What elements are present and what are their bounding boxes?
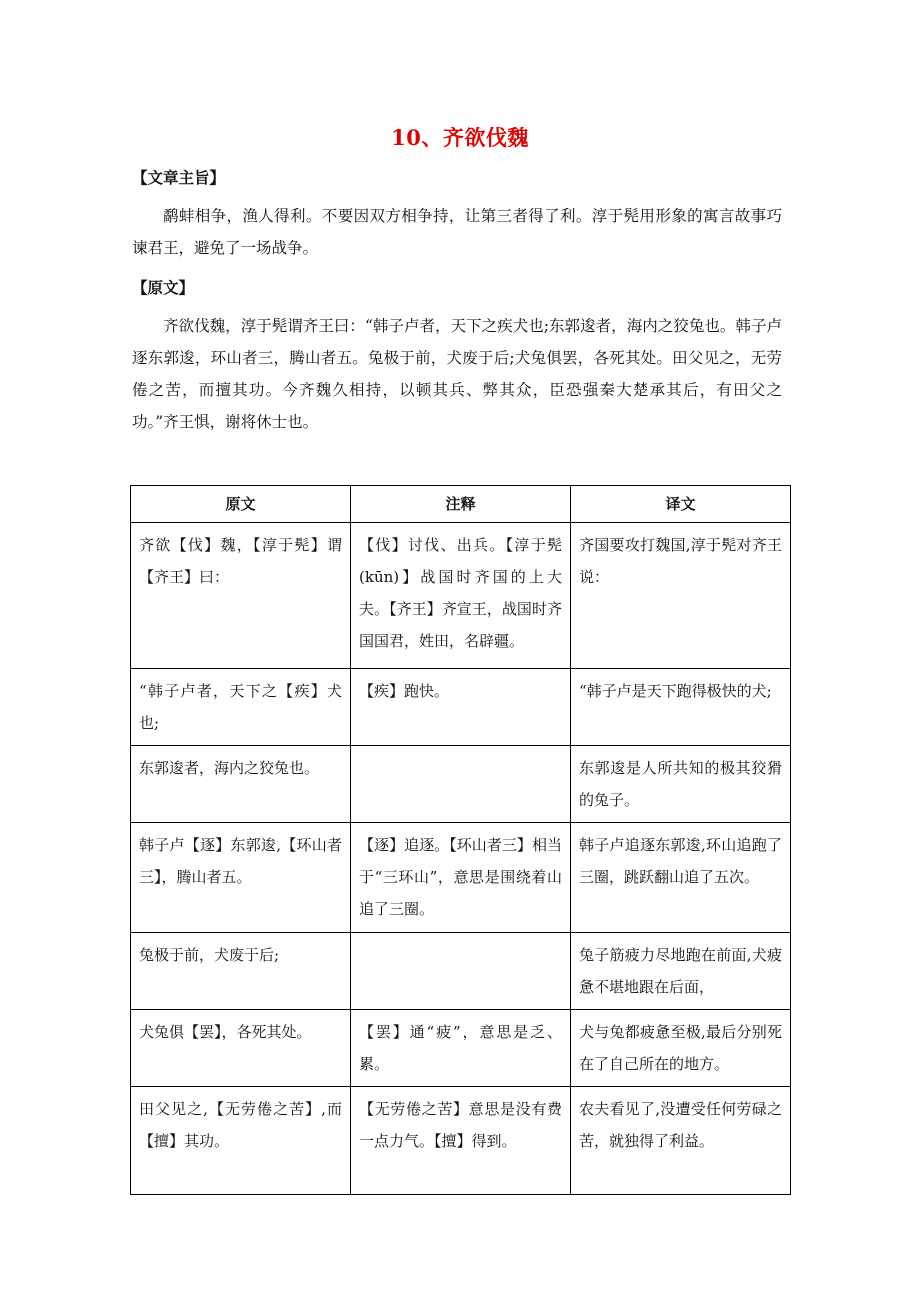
header-original: 原文: [131, 486, 351, 523]
cell-translation: 东郭逡是人所共知的极其狡猾的兔子。: [571, 746, 791, 823]
cell-notes: 【疾】跑快。: [351, 669, 571, 746]
cell-translation: 齐国要攻打魏国,淳于髡对齐王说：: [571, 523, 791, 669]
cell-original: 韩子卢【逐】东郭逡,【环山者三】，腾山者五。: [131, 823, 351, 933]
cell-original: 兔极于前，犬废于后;: [131, 933, 351, 1010]
table-row: [131, 669, 791, 746]
original-paragraph: 齐欲伐魏，淳于髡谓齐王曰：“韩子卢者，天下之疾犬也;东郭逡者，海内之狡兔也。韩子卢逐东郭逡，环山者三，腾山者五。兔极于前，犬废于后;犬兔俱罢，各死其处。田父见之，无劳倦之苦，而擅其功。今齐魏久相持，以顿其兵、弊其众，臣恐强秦大楚承其后，有田父之功。”齐王惧，谢将休士也。: [132, 317, 782, 431]
page-title: 10、齐欲伐魏: [391, 125, 529, 150]
table-row: [131, 933, 791, 1010]
cell-original: “韩子卢者，天下之【疾】犬也;: [131, 669, 351, 746]
table-row: [131, 1010, 791, 1087]
cell-notes: 【罢】通“疲”，意思是乏、累。: [351, 1010, 571, 1087]
table-header-row: [131, 486, 791, 523]
cell-notes: [351, 933, 571, 1010]
table-row: [131, 1087, 791, 1195]
cell-translation: 兔子筋疲力尽地跑在前面,犬疲惫不堪地跟在后面，: [571, 933, 791, 1010]
cell-translation: 农夫看见了,没遭受任何劳碌之苦，就独得了利益。: [571, 1087, 791, 1195]
header-notes: 注释: [351, 486, 571, 523]
translation-table: [130, 485, 791, 1195]
cell-notes: 【无劳倦之苦】意思是没有费一点力气。【擅】得到。: [351, 1087, 571, 1195]
header-translation: 译文: [571, 486, 791, 523]
cell-notes: 【逐】追逐。【环山者三】相当于“三环山”，意思是围绕着山追了三圈。: [351, 823, 571, 933]
table-row: [131, 523, 791, 669]
theme-heading: 【文章主旨】: [132, 168, 226, 187]
cell-translation: 韩子卢追逐东郭逡,环山追跑了三圈，跳跃翻山追了五次。: [571, 823, 791, 933]
cell-notes: [351, 746, 571, 823]
cell-original: 犬兔俱【罢】，各死其处。: [131, 1010, 351, 1087]
cell-original: 田父见之,【无劳倦之苦】,而【擅】其功。: [131, 1087, 351, 1195]
table-row: [131, 823, 791, 933]
table-row: [131, 746, 791, 823]
cell-notes: 【伐】讨伐、出兵。【淳于髡(kūn)】战国时齐国的上大夫。【齐王】齐宣王，战国时齐国国君，姓田，名辟疆。: [351, 523, 571, 669]
cell-original: 东郭逡者，海内之狡兔也。: [131, 746, 351, 823]
original-heading: 【原文】: [132, 278, 195, 297]
cell-translation: 犬与兔都疲惫至极,最后分别死在了自己所在的地方。: [571, 1010, 791, 1087]
theme-paragraph: 鹬蚌相争，渔人得利。不要因双方相争持，让第三者得了利。淳于髡用形象的寓言故事巧谏君王，避免了一场战争。: [132, 207, 782, 257]
cell-original: 齐欲【伐】魏，【淳于髡】谓【齐王】曰：: [131, 523, 351, 669]
cell-translation: “韩子卢是天下跑得极快的犬;: [571, 669, 791, 746]
